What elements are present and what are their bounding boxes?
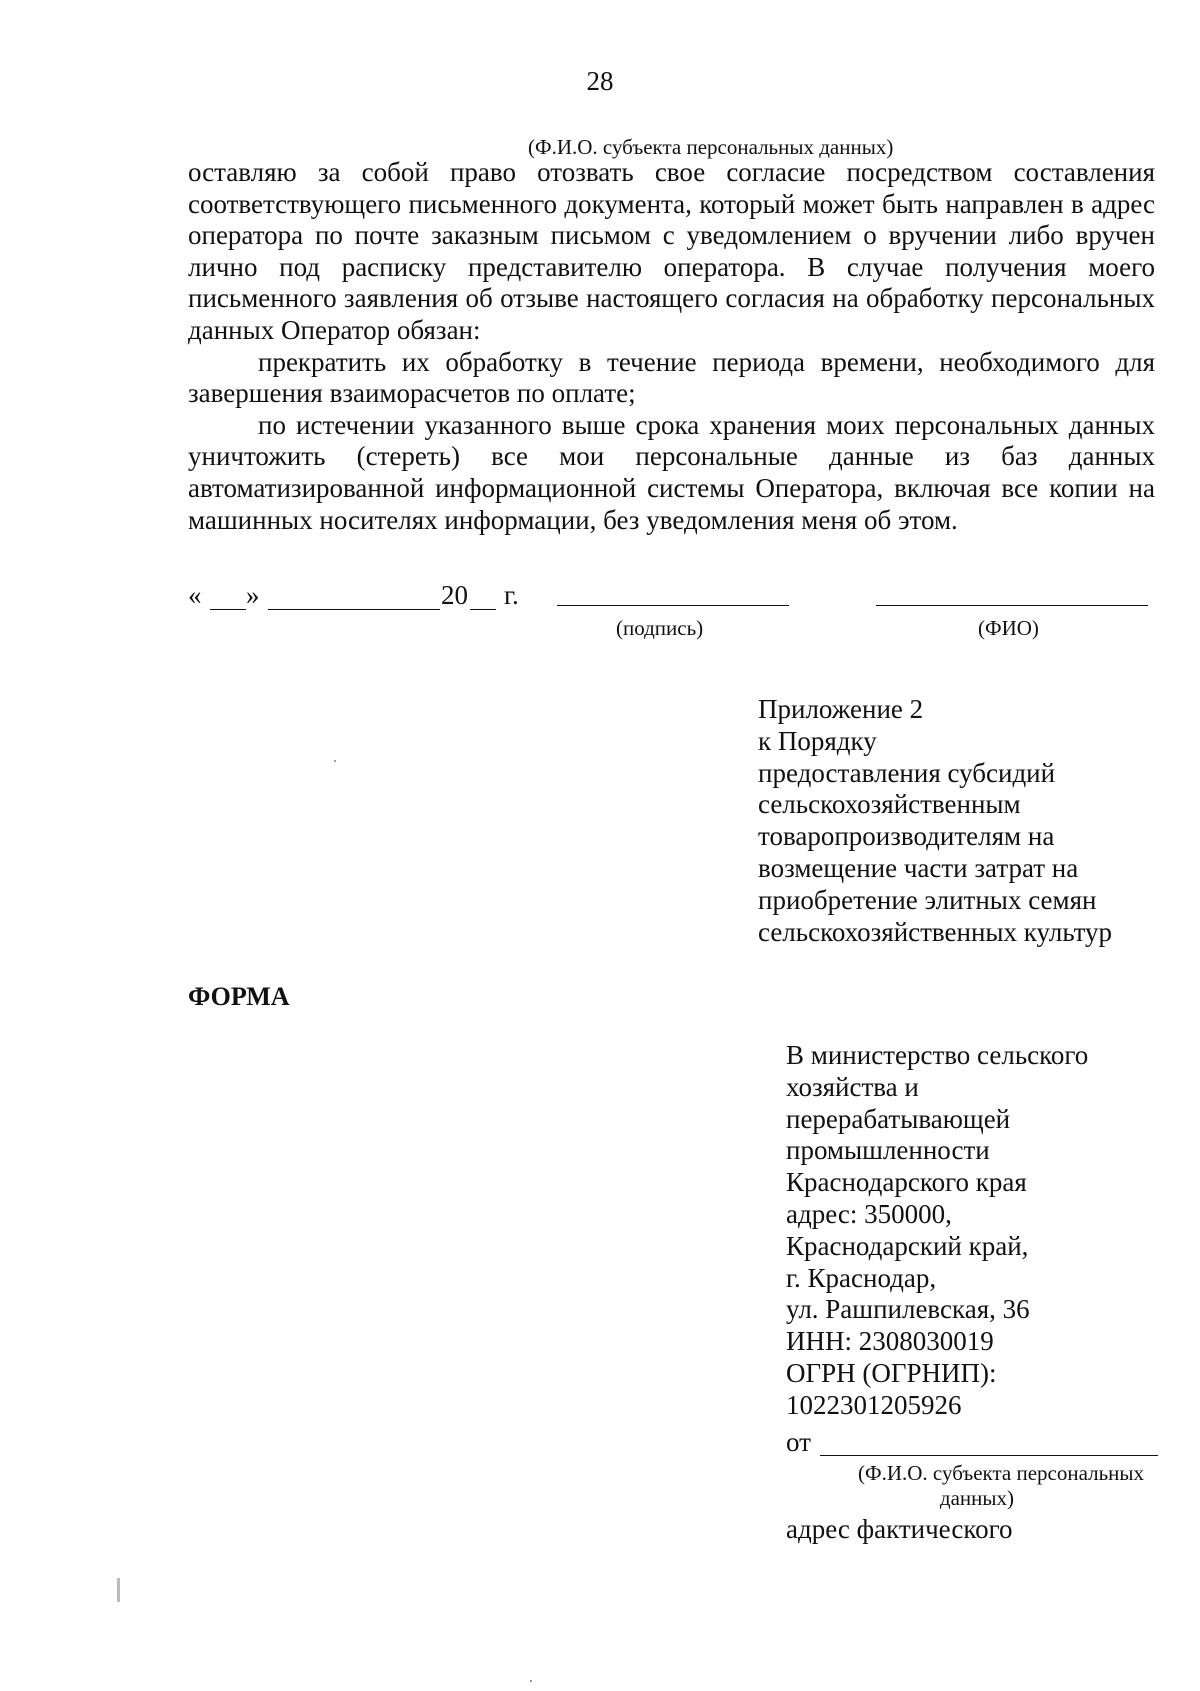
recipient-line: адрес: 350000, <box>786 1198 952 1229</box>
appendix-line: товаропроизводителям на <box>758 821 1055 852</box>
signature-caption: (подпись) <box>616 616 704 640</box>
fio-caption: (ФИО) <box>978 616 1039 640</box>
scan-mark <box>117 1578 120 1602</box>
page-number: 28 <box>586 66 614 96</box>
year-blank-line[interactable] <box>470 609 496 610</box>
paragraph-stop-processing: прекратить их обработку в течение периода времени, необходимого для завершения взаиморасчетов по оплате; <box>188 346 1155 409</box>
appendix-line: к Порядку <box>758 725 877 756</box>
recipient-line: В министерство сельского <box>786 1040 1089 1070</box>
appendix-line: сельскохозяйственным <box>758 789 1021 820</box>
from-caption-line: данных) <box>939 1486 1014 1510</box>
from-caption-line: (Ф.И.О. субъекта персональных <box>858 1461 1144 1485</box>
paragraph-revocation-right: оставляю за собой право отозвать свое согласие посредством составления соответствующего письменного документа, который может быть направлен в адрес оператора по почте заказным письмом с уведомлением о вручении либо вручен лично под расписку представителю оператора. В случае получения моего письменного заявления об отзыве настоящего согласия на обработку персональных данных Оператор обязан: <box>188 157 1155 345</box>
from-name-blank-line[interactable] <box>820 1455 1158 1456</box>
scan-speck <box>334 760 336 762</box>
appendix-line: возмещение части затрат на <box>758 852 1079 883</box>
year-suffix: г. <box>504 580 519 610</box>
signature-blank-line[interactable] <box>557 605 789 606</box>
date-quote-open: « <box>188 580 202 610</box>
scan-speck <box>530 1680 532 1682</box>
appendix-line: предоставления субсидий <box>758 757 1056 788</box>
month-blank-line[interactable] <box>268 609 440 610</box>
recipient-ogrn: 1022301205926 <box>786 1389 962 1420</box>
day-blank-line[interactable] <box>210 609 246 610</box>
recipient-line: промышленности <box>786 1135 990 1166</box>
appendix-line: Приложение 2 <box>758 694 924 724</box>
recipient-line: г. Краснодар, <box>786 1262 937 1293</box>
recipient-inn: ИНН: 2308030019 <box>786 1326 994 1357</box>
form-title: ФОРМА <box>188 982 290 1011</box>
consent-text-block <box>188 157 1155 536</box>
recipient-line: перерабатывающей <box>786 1103 1011 1134</box>
actual-address-label: адрес фактического <box>786 1514 1013 1544</box>
from-label: от <box>786 1427 811 1457</box>
recipient-line: ОГРН (ОГРНИП): <box>786 1357 997 1388</box>
recipient-line: Краснодарский край, <box>786 1230 1029 1261</box>
year-prefix: 20 <box>441 580 468 610</box>
recipient-line: хозяйства и <box>786 1071 919 1102</box>
paragraph-destroy-data: по истечении указанного выше срока хранения моих персональных данных уничтожить (стереть) все мои персональные данные из баз данных автоматизированной информационной системы Оператора, включая все копии на машинных носителях информации, без уведомления меня об этом. <box>188 409 1155 535</box>
recipient-line: Краснодарского края <box>786 1167 1027 1198</box>
subject-name-caption: (Ф.И.О. субъекта персональных данных) <box>528 135 894 159</box>
fio-blank-line[interactable] <box>876 605 1148 606</box>
from-caption <box>786 1461 1144 1511</box>
recipient-line: ул. Рашпилевская, 36 <box>786 1294 1030 1325</box>
appendix-line: сельскохозяйственных культур <box>758 916 1113 947</box>
recipient-block <box>786 1040 1088 1422</box>
appendix-line: приобретение элитных семян <box>758 884 1097 915</box>
appendix-heading <box>758 694 1112 948</box>
date-quote-close: » <box>246 580 260 610</box>
